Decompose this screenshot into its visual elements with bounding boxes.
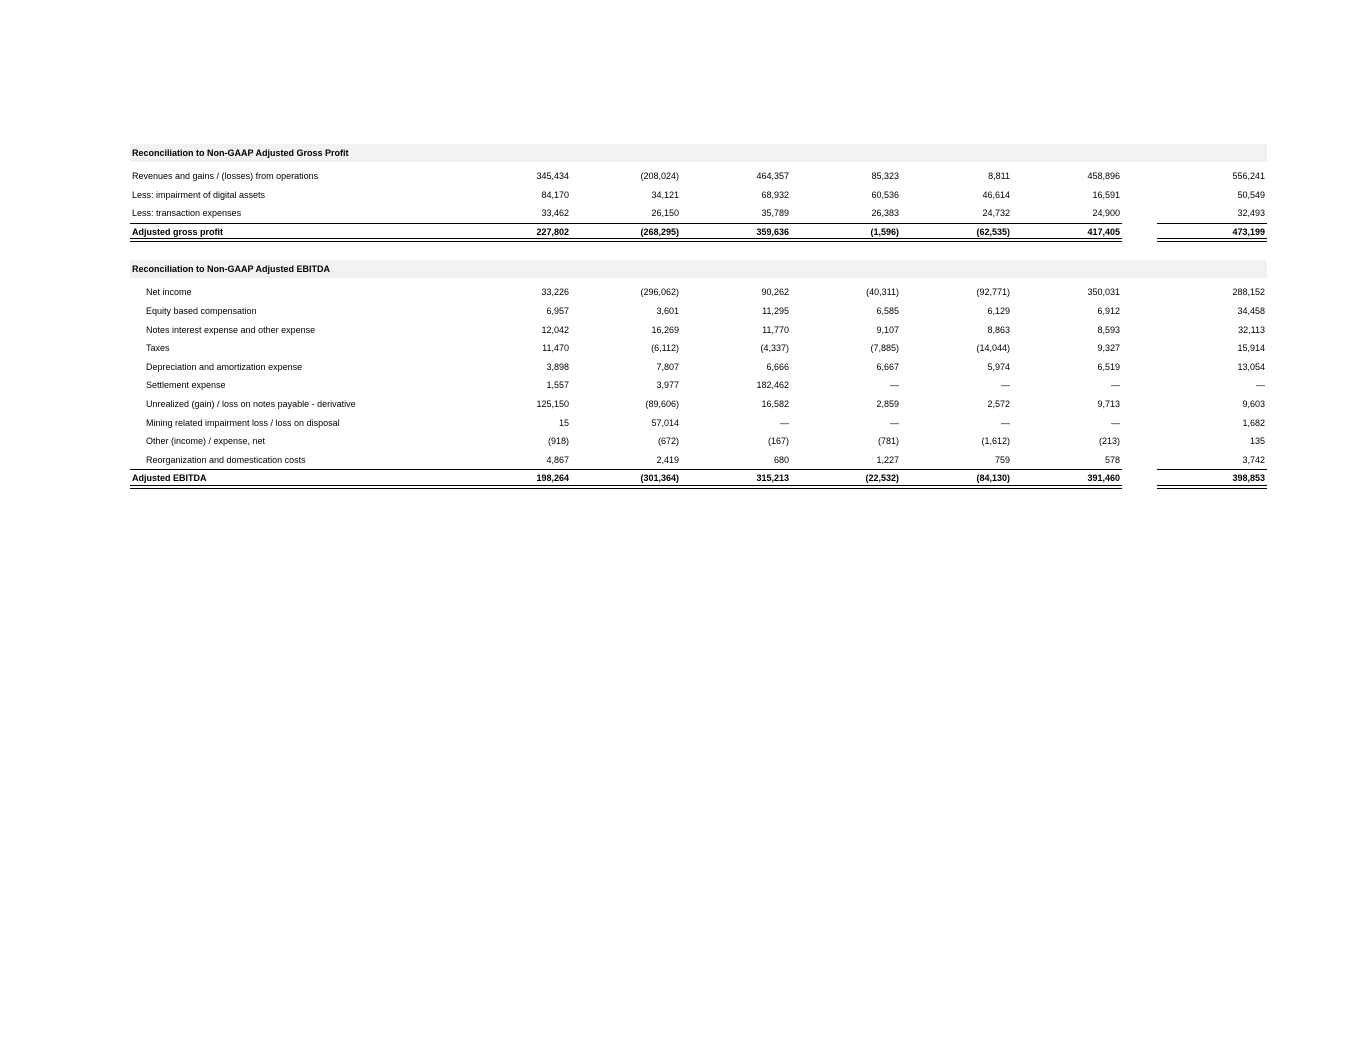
cell-value: 33,462 [541, 208, 569, 219]
financial-reconciliation-sheet [130, 144, 1267, 488]
cell-value: (89,606) [645, 398, 679, 409]
cell-value: 11,470 [542, 343, 569, 354]
ebitda-section [130, 260, 1267, 488]
cell-value: 9,327 [1097, 343, 1120, 354]
cell-value: 11,770 [762, 324, 789, 335]
cell-value: 9,603 [1242, 398, 1265, 409]
cell-value: (1,612) [981, 436, 1010, 447]
cell-value: (62,535) [976, 226, 1010, 237]
cell-value: 1,557 [546, 380, 569, 391]
cell-value: 182,462 [756, 380, 789, 391]
cell-value: 198,264 [536, 473, 569, 484]
cell-value: 2,859 [876, 398, 899, 409]
cell-value: 458,896 [1087, 171, 1120, 181]
top-rule [130, 469, 1122, 470]
cell-value: 35,789 [761, 208, 789, 219]
cell-value: 680 [773, 454, 789, 465]
table-row [130, 376, 1267, 395]
table-row [130, 167, 1267, 186]
cell-value: 1,227 [876, 454, 899, 465]
section-title: Reconciliation to Non-GAAP Adjusted Gross Profit [130, 144, 1267, 162]
cell-value: 759 [994, 454, 1010, 465]
table-row [130, 186, 1267, 205]
cell-value: 227,802 [536, 226, 569, 237]
top-rule [130, 223, 1122, 224]
cell-value: (4,337) [760, 343, 789, 354]
row-label: Reorganization and domestication costs [146, 454, 306, 465]
cell-value: 15 [558, 417, 569, 428]
total-row [130, 469, 1267, 488]
cell-value: 6,957 [546, 305, 569, 316]
cell-value: 6,519 [1097, 361, 1120, 372]
cell-value: 16,591 [1092, 189, 1120, 200]
cell-value: 24,900 [1092, 208, 1120, 219]
table-row [130, 321, 1267, 340]
cell-value: 68,932 [761, 189, 789, 200]
cell-value: (84,130) [976, 473, 1010, 484]
cell-value: — [1256, 380, 1265, 391]
table-row [130, 339, 1267, 358]
cell-value: 556,241 [1232, 171, 1265, 181]
table-row [130, 395, 1267, 414]
cell-value: — [1111, 380, 1120, 391]
total-row [130, 223, 1267, 242]
cell-value: 16,582 [761, 398, 789, 409]
cell-value: (301,364) [640, 473, 679, 484]
cell-value: (6,112) [651, 343, 679, 354]
cell-value: (672) [657, 436, 679, 447]
double-underline [130, 485, 1122, 489]
cell-value: 8,863 [987, 324, 1010, 335]
cell-value: 3,977 [656, 380, 679, 391]
cell-value: (213) [1098, 436, 1120, 447]
table-row [130, 302, 1267, 321]
row-label: Depreciation and amortization expense [146, 361, 303, 372]
table-row [130, 204, 1267, 223]
cell-value: 6,585 [876, 305, 899, 316]
cell-value: 135 [1249, 436, 1265, 447]
cell-value: 9,107 [876, 324, 899, 335]
cell-value: 2,419 [656, 454, 679, 465]
table-row [130, 358, 1267, 377]
row-label: Net income [146, 287, 192, 298]
cell-value: 16,269 [651, 324, 679, 335]
table-row [130, 283, 1267, 302]
cell-value: (208,024) [640, 171, 679, 181]
row-label: Equity based compensation [146, 305, 257, 316]
cell-value: 7,807 [656, 361, 679, 372]
cell-value: (40,311) [866, 287, 899, 298]
double-underline [130, 238, 1122, 242]
table-row [130, 414, 1267, 433]
cell-value: 26,383 [871, 208, 899, 219]
cell-value: (7,885) [870, 343, 899, 354]
cell-value: 90,262 [761, 287, 789, 298]
row-label: Less: transaction expenses [132, 208, 242, 219]
cell-value: 33,226 [541, 287, 569, 298]
cell-value: (167) [767, 436, 789, 447]
cell-value: 24,732 [982, 208, 1010, 219]
cell-value: 11,295 [762, 305, 789, 316]
gross-profit-section [130, 144, 1267, 241]
cell-value: 15,914 [1237, 343, 1265, 354]
section-title: Reconciliation to Non-GAAP Adjusted EBITDA [130, 260, 1267, 278]
cell-value: 2,572 [987, 398, 1010, 409]
cell-value: (92,771) [976, 287, 1010, 298]
cell-value: — [780, 417, 789, 428]
cell-value: 350,031 [1087, 287, 1120, 298]
cell-value: 12,042 [541, 324, 569, 335]
cell-value: 5,974 [987, 361, 1010, 372]
cell-value: 1,682 [1242, 417, 1265, 428]
row-label: Mining related impairment loss / loss on disposal [146, 417, 340, 428]
cell-value: 578 [1104, 454, 1120, 465]
cell-value: 125,150 [536, 398, 569, 409]
cell-value: 32,113 [1238, 324, 1265, 335]
cell-value: (918) [547, 436, 569, 447]
cell-value: 6,667 [876, 361, 899, 372]
cell-value: 473,199 [1232, 226, 1265, 237]
cell-value: 50,549 [1237, 189, 1265, 200]
row-label: Other (income) / expense, net [146, 436, 266, 447]
cell-value: (1,596) [870, 226, 899, 237]
row-label: Taxes [146, 343, 170, 354]
row-label: Revenues and gains / (losses) from operations [132, 171, 319, 181]
row-label: Adjusted EBITDA [132, 473, 207, 484]
cell-value: 26,150 [651, 208, 679, 219]
cell-value: — [890, 417, 899, 428]
cell-value: (268,295) [640, 226, 679, 237]
cell-value: — [890, 380, 899, 391]
cell-value: 34,458 [1237, 305, 1265, 316]
cell-value: 3,601 [656, 305, 679, 316]
cell-value: 3,742 [1242, 454, 1265, 465]
cell-value: 417,405 [1087, 226, 1120, 237]
cell-value: 288,152 [1232, 287, 1265, 298]
cell-value: 4,867 [546, 454, 569, 465]
row-label: Settlement expense [146, 380, 226, 391]
row-label: Adjusted gross profit [132, 226, 224, 237]
cell-value: 398,853 [1232, 473, 1265, 484]
cell-value: 46,614 [982, 189, 1010, 200]
cell-value: 57,014 [651, 417, 679, 428]
cell-value: 6,666 [766, 361, 789, 372]
cell-value: 345,434 [536, 171, 569, 181]
cell-value: 34,121 [651, 189, 679, 200]
cell-value: 85,323 [871, 171, 899, 181]
cell-value: 391,460 [1087, 473, 1120, 484]
cell-value: 6,912 [1097, 305, 1120, 316]
cell-value: — [1001, 417, 1010, 428]
cell-value: 359,636 [756, 226, 789, 237]
row-label: Notes interest expense and other expense [146, 324, 316, 335]
cell-value: (14,044) [976, 343, 1010, 354]
table-row [130, 432, 1267, 451]
cell-value: 464,357 [756, 171, 789, 181]
cell-value: 3,898 [546, 361, 569, 372]
cell-value: 13,054 [1237, 361, 1265, 372]
cell-value: 9,713 [1097, 398, 1120, 409]
cell-value: 315,213 [756, 473, 789, 484]
cell-value: 84,170 [541, 189, 569, 200]
cell-value: (22,532) [865, 473, 899, 484]
cell-value: 6,129 [987, 305, 1010, 316]
cell-value: 8,593 [1097, 324, 1120, 335]
cell-value: 32,493 [1237, 208, 1265, 219]
cell-value: — [1001, 380, 1010, 391]
row-label: Less: impairment of digital assets [132, 189, 266, 200]
cell-value: 8,811 [988, 171, 1010, 181]
cell-value: (781) [877, 436, 899, 447]
row-label: Unrealized (gain) / loss on notes payable - derivative [146, 398, 356, 409]
cell-value: (296,062) [640, 287, 679, 298]
cell-value: — [1111, 417, 1120, 428]
table-row [130, 451, 1267, 470]
cell-value: 60,536 [871, 189, 899, 200]
